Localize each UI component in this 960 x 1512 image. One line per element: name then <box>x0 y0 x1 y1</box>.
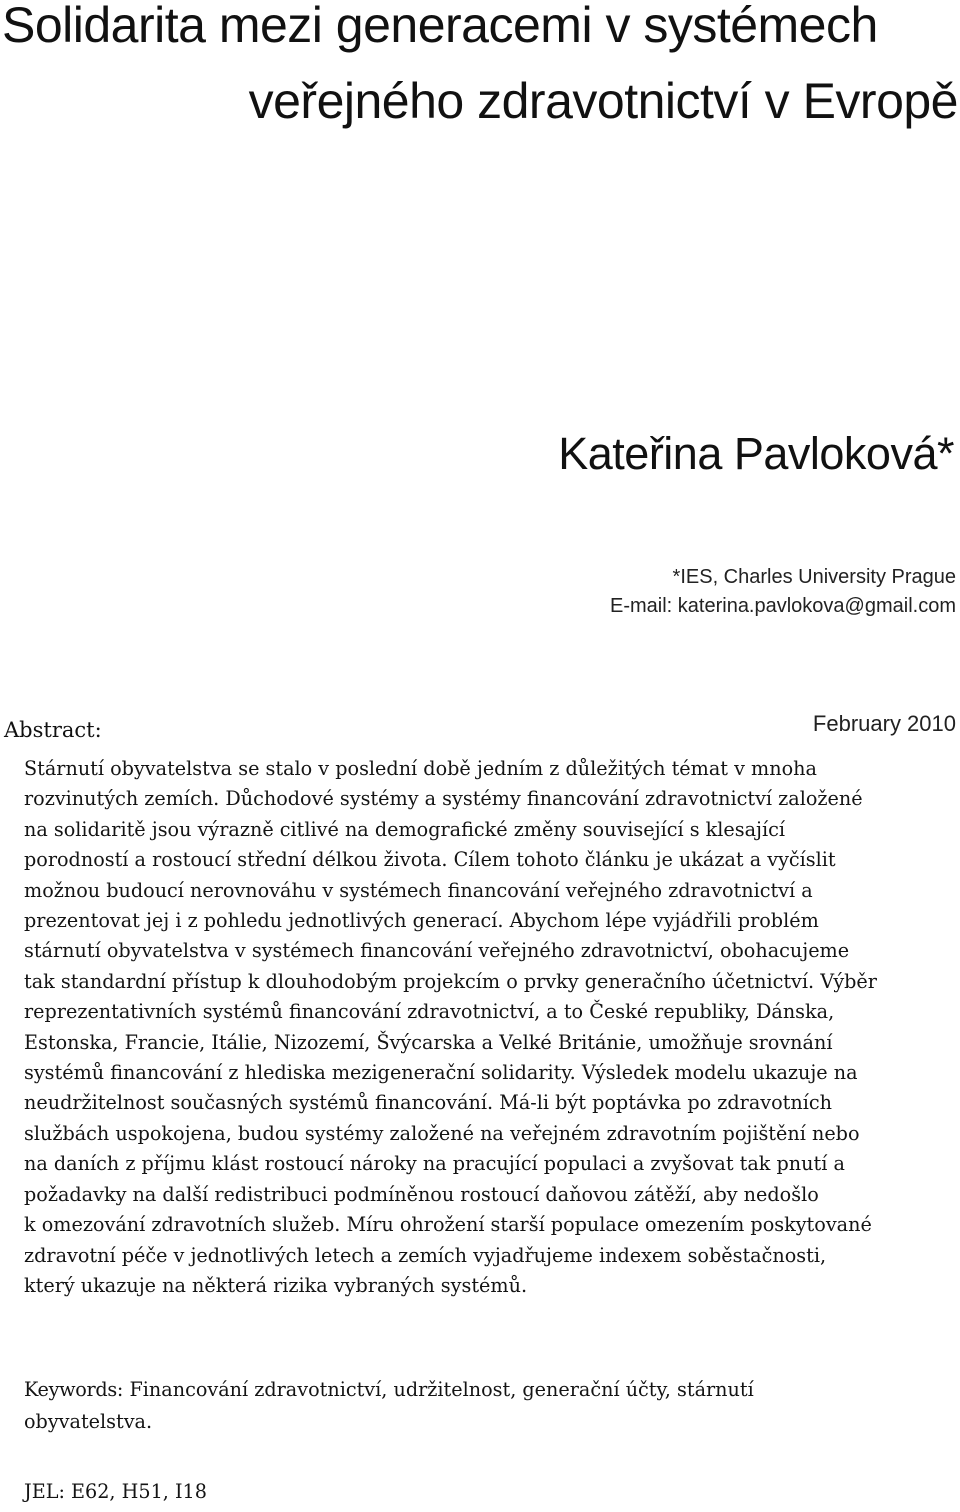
jel-label: JEL: <box>24 1480 65 1503</box>
keywords-section <box>24 1374 944 1438</box>
abstract-line: Stárnutí obyvatelstva se stalo v poslední době jedním z důležitých témat v mnoha <box>24 757 817 780</box>
abstract-line: požadavky na další redistribuci podmíněnou rostoucí daňovou zátěží, aby nedošlo <box>24 1182 819 1206</box>
jel-codes: E62, H51, I18 <box>64 1480 207 1503</box>
keywords-text: : Financování zdravotnictví, udržitelnost, generační účty, stárnutí <box>116 1378 754 1401</box>
abstract-line: stárnutí obyvatelstva v systémech financování veřejného zdravotnictví, obohacujeme <box>24 939 850 963</box>
abstract-line: reprezentativních systémů financování zdravotnictví, a to České republiky, Dánska, <box>24 1000 835 1024</box>
abstract-line: službách uspokojena, budou systémy založené na veřejném zdravotním pojištění nebo <box>24 1121 860 1145</box>
abstract-line: Estonska, Francie, Itálie, Nizozemí, Švýcarska a Velké Británie, umožňuje srovnání <box>24 1030 833 1054</box>
keywords-line-2: obyvatelstva. <box>24 1410 153 1433</box>
author-affiliation: *IES, Charles University Prague <box>672 566 956 588</box>
abstract-line: který ukazuje na některá rizika vybraných systémů. <box>24 1273 528 1297</box>
paper-title-line-2: veřejného zdravotnictví v Evropě <box>248 73 958 129</box>
author-email: E-mail: katerina.pavlokova@gmail.com <box>610 595 956 617</box>
abstract-line: na solidaritě jsou výrazně citlivé na demografické změny související s klesající <box>24 817 786 841</box>
abstract-line: rozvinutých zemích. Důchodové systémy a systémy financování zdravotnictví založené <box>24 787 863 811</box>
abstract-heading: Abstract: <box>4 718 102 742</box>
abstract-line: na daních z příjmu klást rostoucí nároky na pracující populaci a zvyšovat tak pnutí a <box>24 1152 845 1176</box>
abstract-line: možnou budoucí nerovnováhu v systémech financování veřejného zdravotnictví a <box>24 878 813 902</box>
abstract-body <box>24 754 954 1301</box>
abstract-line: neudržitelnost současných systémů financování. Má-li být poptávka po zdravotních <box>24 1091 832 1115</box>
abstract-line: porodností a rostoucí střední délkou života. Cílem tohoto článku je ukázat a vyčíslit <box>24 848 836 872</box>
keywords-label: Keywords <box>24 1378 117 1401</box>
author-name: Kateřina Pavloková* <box>558 428 954 479</box>
abstract-line: prezentovat jej i z pohledu jednotlivých generací. Abychom lépe vyjádřili problém <box>24 909 819 933</box>
abstract-line: zdravotní péče v jednotlivých letech a zemích vyjadřujeme indexem soběstačnosti, <box>24 1243 827 1267</box>
jel-section <box>24 1477 207 1507</box>
publication-date: February 2010 <box>812 711 956 736</box>
abstract-line: systémů financování z hlediska mezigenerační solidarity. Výsledek modelu ukazuje na <box>24 1061 858 1085</box>
abstract-line: k omezování zdravotních služeb. Míru ohrožení starší populace omezením poskytované <box>24 1213 872 1237</box>
paper-title-line-1: Solidarita mezi generacemi v systémech <box>2 0 878 53</box>
abstract-line: tak standardní přístup k dlouhodobým projekcím o prvky generačního účetnictví. Výběr <box>24 969 877 993</box>
keywords-line-1 <box>24 1374 944 1406</box>
